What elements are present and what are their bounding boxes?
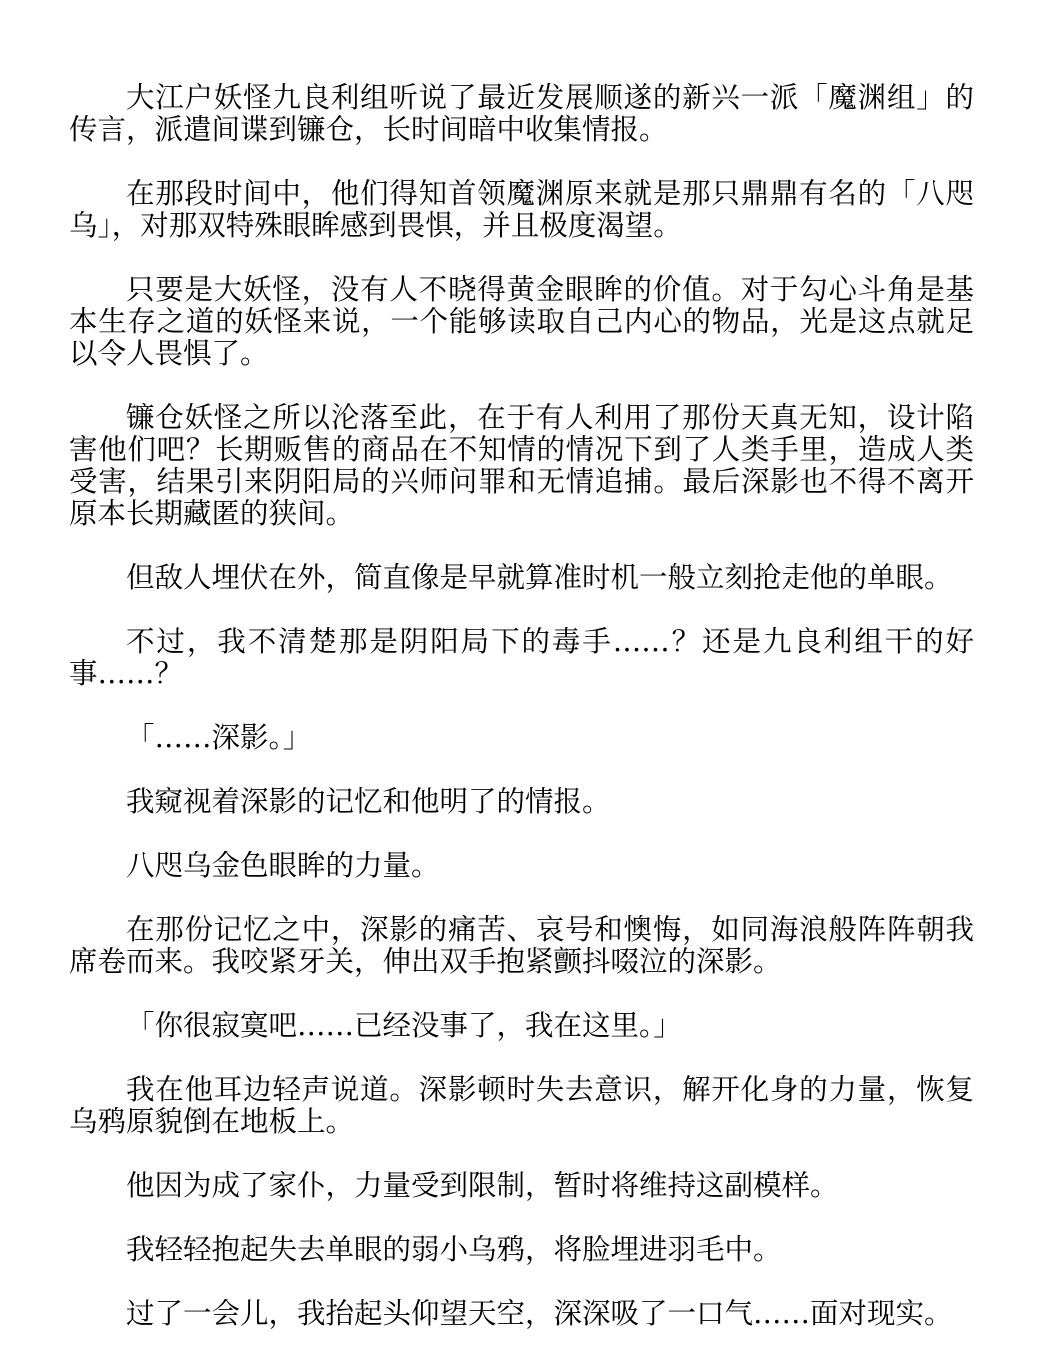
paragraph: 在那段时间中，他们得知首领魔渊原来就是那只鼎鼎有名的「八咫乌」，对那双特殊眼眸感到畏惧，并且极度渴望。 — [69, 177, 974, 242]
paragraph: 镰仓妖怪之所以沦落至此，在于有人利用了那份天真无知，设计陷害他们吧？长期贩售的商品在不知情的情况下到了人类手里，造成人类受害，结果引来阴阳局的兴师问罪和无情追捕。最后深影也不得不离开原本长期藏匿的狭间。 — [69, 401, 974, 530]
paragraph: 他因为成了家仆，力量受到限制，暂时将维持这副模样。 — [126, 1169, 839, 1202]
paragraph: 八咫乌金色眼眸的力量。 — [126, 849, 440, 882]
paragraph: 在那份记忆之中，深影的痛苦、哀号和懊悔，如同海浪般阵阵朝我席卷而来。我咬紧牙关，伸出双手抱紧颤抖啜泣的深影。 — [69, 913, 974, 978]
paragraph: 不过，我不清楚那是阴阳局下的毒手……？还是九良利组干的好事……？ — [69, 625, 974, 690]
paragraph: 只要是大妖怪，没有人不晓得黄金眼眸的价值。对于勾心斗角是基本生存之道的妖怪来说，一个能够读取自己内心的物品，光是这点就足以令人畏惧了。 — [69, 273, 974, 370]
document-page — [69, 82, 974, 1362]
paragraph: 过了一会儿，我抬起头仰望天空，深深吸了一口气……面对现实。 — [126, 1297, 953, 1330]
paragraph: 大江户妖怪九良利组听说了最近发展顺遂的新兴一派「魔渊组」的传言，派遣间谍到镰仓，长时间暗中收集情报。 — [69, 81, 974, 146]
paragraph: 我窥视着深影的记忆和他明了的情报。 — [126, 785, 611, 818]
paragraph: 我轻轻抱起失去单眼的弱小乌鸦，将脸埋进羽毛中。 — [126, 1233, 782, 1266]
paragraph: 但敌人埋伏在外，简直像是早就算准时机一般立刻抢走他的单眼。 — [126, 561, 953, 594]
paragraph: 「你很寂寞吧……已经没事了，我在这里。」 — [126, 1009, 682, 1042]
paragraph: 「……深影。」 — [126, 721, 312, 754]
paragraph: 我在他耳边轻声说道。深影顿时失去意识，解开化身的力量，恢复乌鸦原貌倒在地板上。 — [69, 1073, 974, 1138]
